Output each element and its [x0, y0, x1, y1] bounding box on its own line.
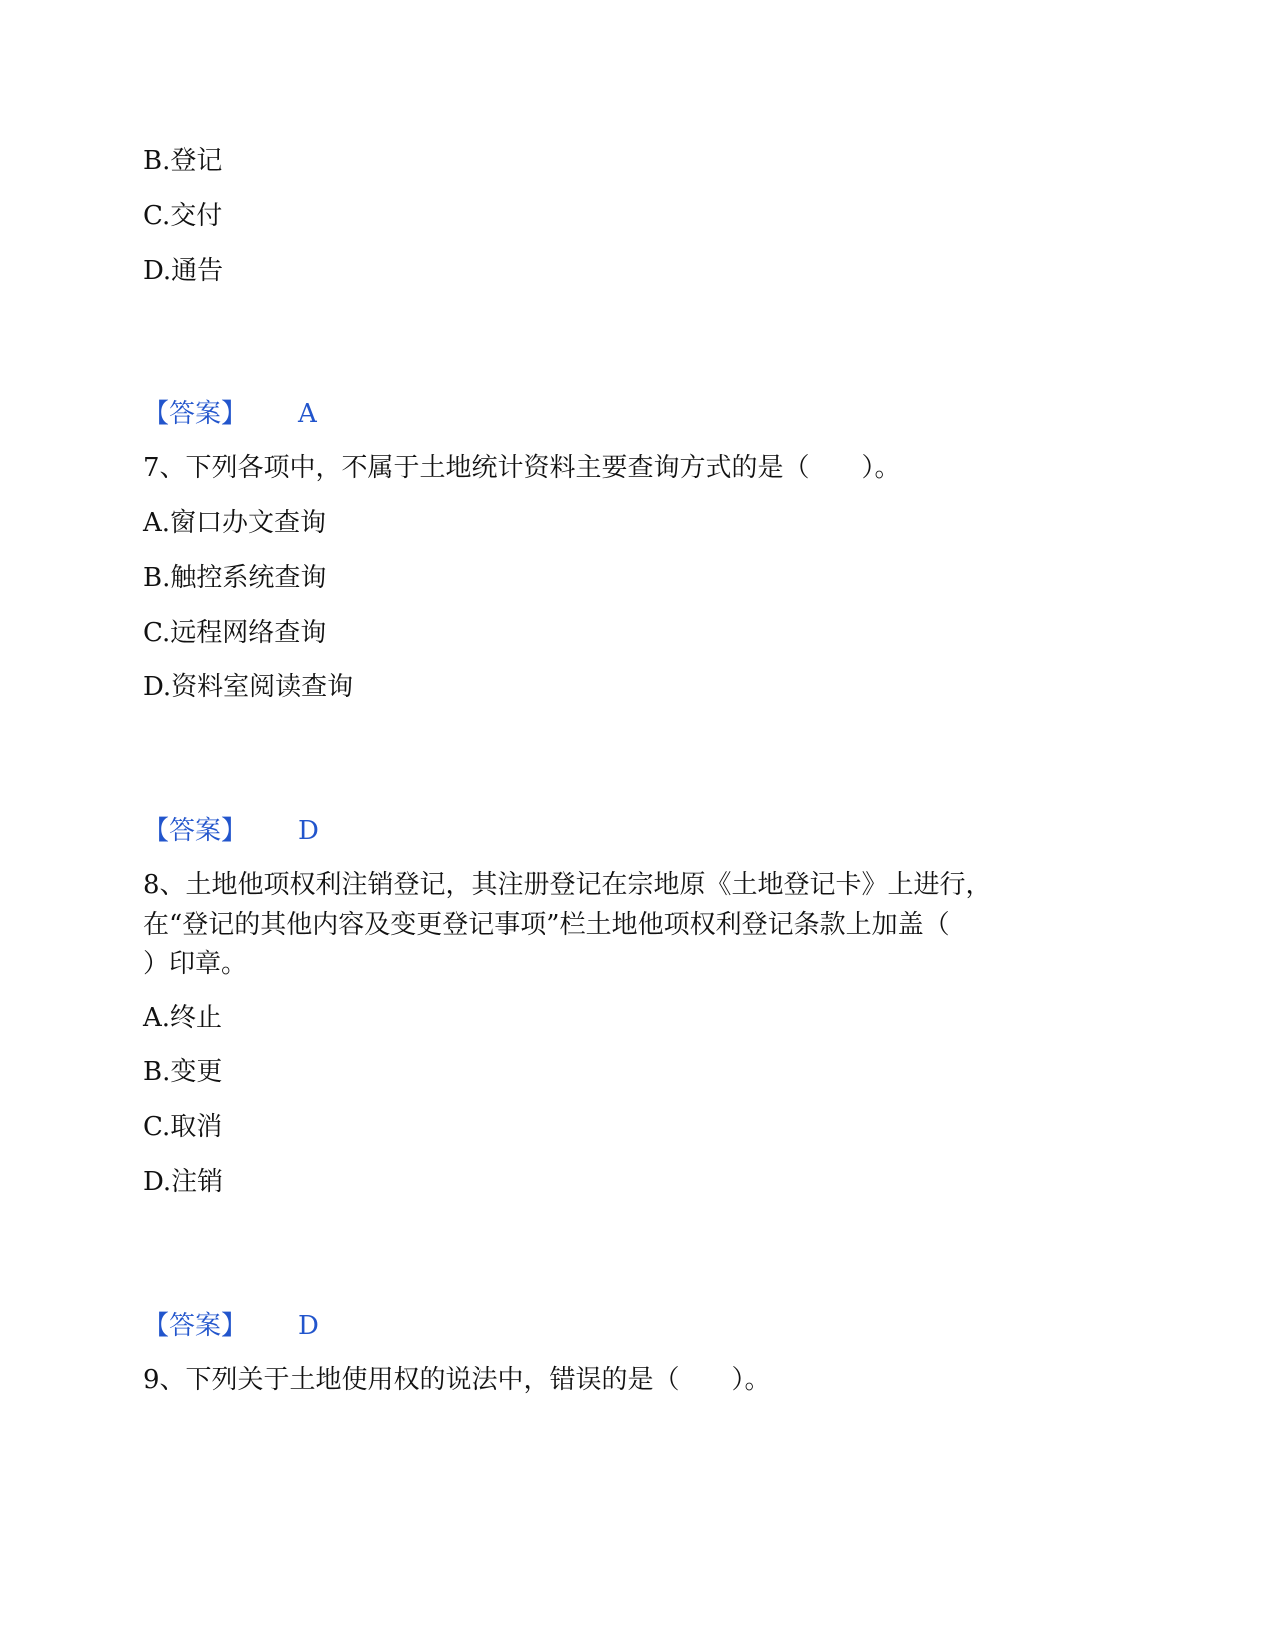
q8-option-b: B.变更	[143, 1057, 223, 1087]
q7-option-a: A.窗口办文查询	[143, 508, 327, 538]
q7-question: 7、下列各项中，不属于土地统计资料主要查询方式的是（ ）。	[143, 453, 901, 483]
q9-question: 9、下列关于土地使用权的说法中，错误的是（ ）。	[143, 1365, 771, 1395]
q8-question-line-2: 在“登记的其他内容及变更登记事项”栏土地他项权利登记条款上加盖（	[143, 910, 950, 940]
q8-option-d: D.注销	[143, 1167, 224, 1197]
q8-question-line-3: ）印章。	[143, 949, 248, 979]
q8-answer	[143, 1307, 319, 1345]
q6-option-d: D.通告	[143, 256, 224, 286]
answer-label: 【答案】	[143, 816, 248, 846]
answer-value: D	[298, 816, 319, 846]
answer-label: 【答案】	[143, 1311, 248, 1341]
q7-option-c: C.远程网络查询	[143, 618, 327, 648]
q7-option-b: B.触控系统查询	[143, 563, 327, 593]
q8-option-a: A.终止	[143, 1003, 223, 1033]
q8-question-line-1: 8、土地他项权利注销登记，其注册登记在宗地原《土地登记卡》上进行，	[143, 870, 992, 900]
answer-label: 【答案】	[143, 399, 248, 429]
q6-option-c: C.交付	[143, 201, 223, 231]
q8-option-c: C.取消	[143, 1112, 223, 1142]
answer-value: A	[298, 399, 317, 429]
q7-option-d: D.资料室阅读查询	[143, 672, 354, 702]
answer-value: D	[298, 1311, 319, 1341]
q6-answer	[143, 395, 317, 433]
q6-option-b: B.登记	[143, 146, 223, 176]
q7-answer	[143, 812, 319, 850]
